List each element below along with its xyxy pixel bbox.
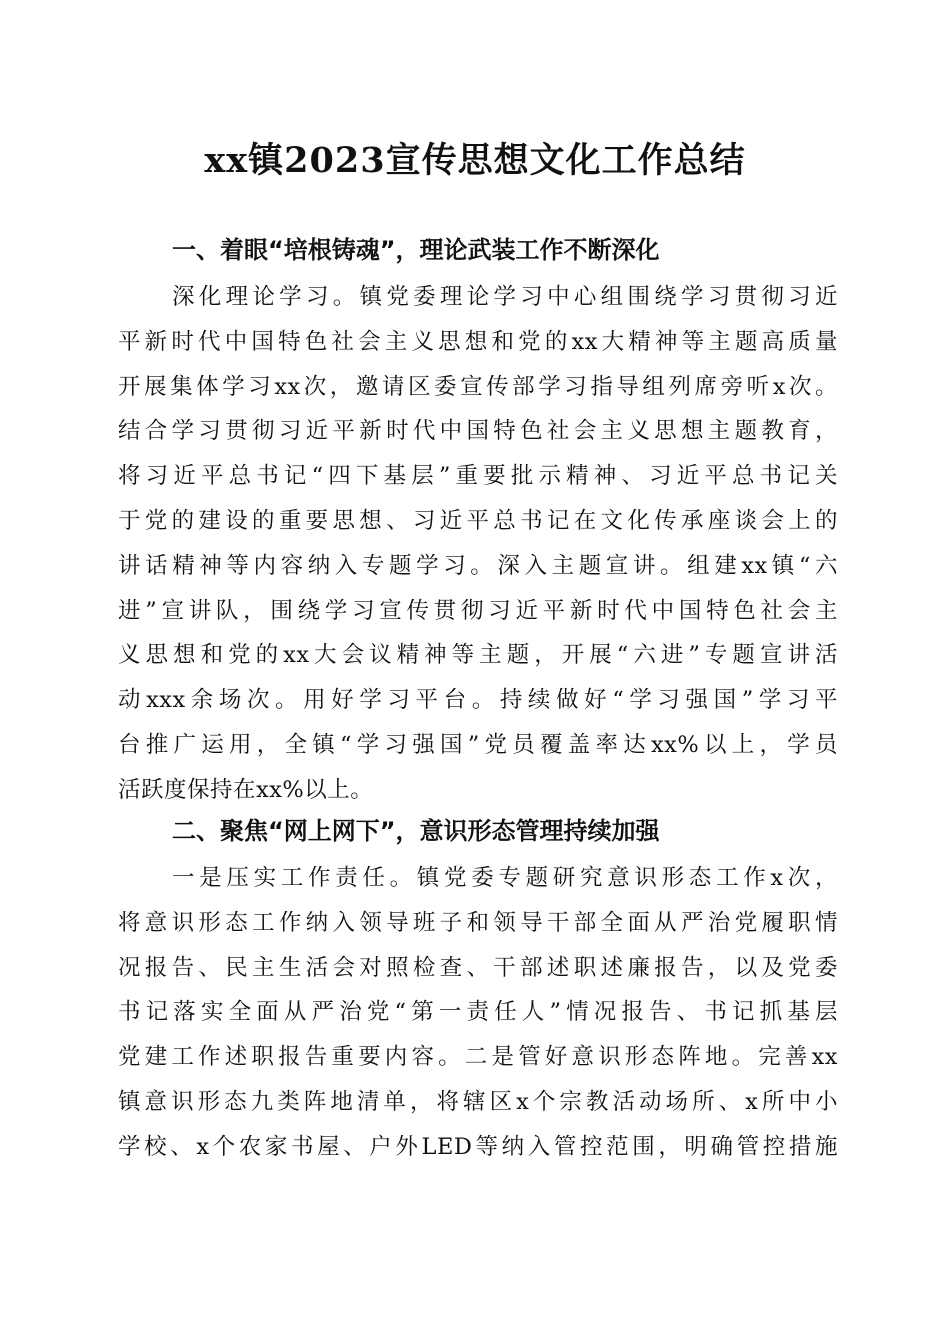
paragraph-line: 平新时代中国特色社会主义思想和党的xx大精神等主题高质量 <box>118 328 838 355</box>
paragraph-line: 义思想和党的xx大会议精神等主题，开展“六进”专题宣讲活 <box>118 642 838 669</box>
paragraph-line: 开展集体学习xx次，邀请区委宣传部学习指导组列席旁听x次。 <box>118 373 838 400</box>
paragraph-line: 台推广运用，全镇“学习强国”党员覆盖率达xx%以上，学员 <box>118 731 838 758</box>
paragraph-line: 党建工作述职报告重要内容。二是管好意识形态阵地。完善xx <box>118 1044 838 1071</box>
paragraph-line: 动xxx余场次。用好学习平台。持续做好“学习强国”学习平 <box>118 687 838 714</box>
section-heading-1: 一、着眼“培根铸魂”，理论武装工作不断深化 <box>172 236 660 264</box>
paragraph-line: 镇意识形态九类阵地清单，将辖区x个宗教活动场所、x所中小 <box>118 1088 838 1115</box>
paragraph-line: 讲话精神等内容纳入专题学习。深入主题宣讲。组建xx镇“六 <box>118 552 838 579</box>
paragraph-line: 于党的建设的重要思想、习近平总书记在文化传承座谈会上的 <box>118 507 838 534</box>
paragraph-line: 进”宣讲队，围绕学习宣传贯彻习近平新时代中国特色社会主 <box>118 597 838 624</box>
paragraph-line: 结合学习贯彻习近平新时代中国特色社会主义思想主题教育， <box>118 418 838 445</box>
section-2-paragraph <box>118 856 838 1170</box>
paragraph-line: 深化理论学习。镇党委理论学习中心组围绕学习贯彻习近 <box>172 284 838 310</box>
paragraph-line: 活跃度保持在xx%以上。 <box>118 776 374 803</box>
paragraph-line: 况报告、民主生活会对照检查、干部述职述廉报告，以及党委 <box>118 954 838 981</box>
section-1-paragraph <box>118 275 838 813</box>
paragraph-line: 书记落实全面从严治党“第一责任人”情况报告、书记抓基层 <box>118 999 838 1026</box>
paragraph-line: 将意识形态工作纳入领导班子和领导干部全面从严治党履职情 <box>118 909 838 936</box>
section-heading-2: 二、聚焦“网上网下”，意识形态管理持续加强 <box>172 817 660 845</box>
paragraph-line: 学校、x个农家书屋、户外LED等纳入管控范围，明确管控措施 <box>118 1133 838 1160</box>
paragraph-line: 一是压实工作责任。镇党委专题研究意识形态工作x次， <box>172 865 838 891</box>
page-title: xx镇2023宣传思想文化工作总结 <box>204 140 746 181</box>
paragraph-line: 将习近平总书记“四下基层”重要批示精神、习近平总书记关 <box>118 463 838 490</box>
